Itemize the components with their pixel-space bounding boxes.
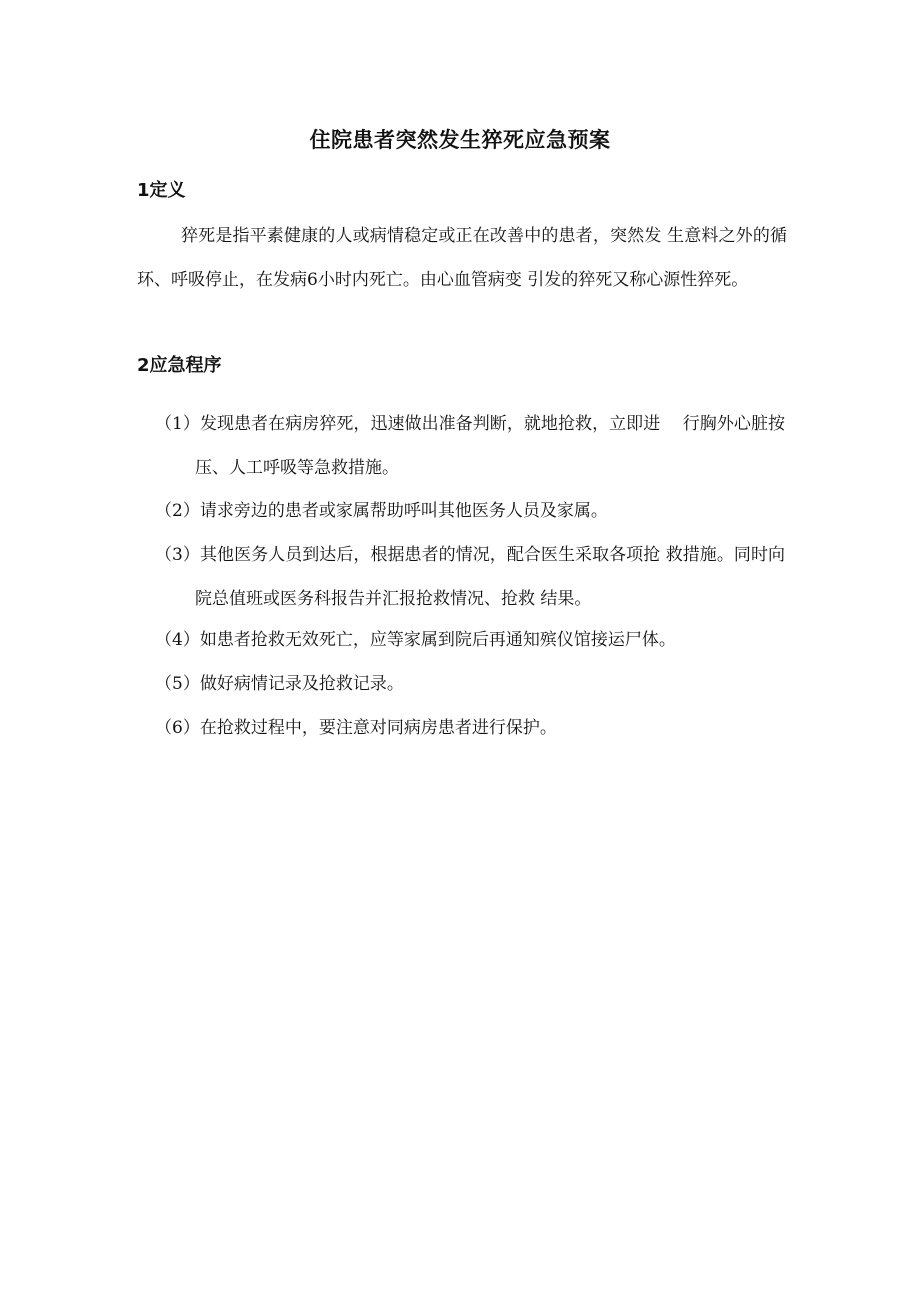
procedure-step-number: （2） bbox=[155, 501, 200, 521]
section-heading-definition: 1定义 bbox=[137, 180, 186, 201]
definition-paragraph: 猝死是指平素健康的人或病情稳定或正在改善中的患者，突然发 生意料之外的循环、呼吸停止，在发病6小时内死亡。由心血管病变 引发的猝死又称心源性猝死。 bbox=[137, 226, 787, 290]
procedure-step-5 bbox=[155, 662, 785, 706]
procedure-step-text: 如患者抢救无效死亡，应等家属到院后再通知殡仪馆接运尸体。 bbox=[199, 630, 676, 650]
procedure-step-text: 请求旁边的患者或家属帮助呼叫其他医务人员及家属。 bbox=[199, 501, 608, 521]
procedure-step-number: （4） bbox=[155, 630, 200, 650]
procedure-step-6 bbox=[155, 706, 785, 750]
section-heading-emergency-procedure: 2应急程序 bbox=[137, 355, 222, 376]
procedure-step-number: （6） bbox=[155, 718, 200, 738]
procedure-step-number: （3） bbox=[155, 545, 200, 565]
procedure-step-2 bbox=[155, 489, 785, 533]
procedure-step-text: 发现患者在病房猝死，迅速做出准备判断，就地抢救，立即进 行胸外心脏按压、人工呼吸等急救措施。 bbox=[195, 414, 785, 478]
procedure-step-text: 其他医务人员到达后，根据患者的情况，配合医生采取各项抢 救措施。同时向院总值班或医务科报告并汇报抢救情况、抢救 结果。 bbox=[195, 545, 785, 609]
procedure-step-1 bbox=[155, 402, 785, 490]
procedure-step-3 bbox=[155, 533, 785, 621]
procedure-step-number: （5） bbox=[155, 674, 200, 694]
procedure-step-4 bbox=[155, 618, 785, 662]
procedure-step-text: 做好病情记录及抢救记录。 bbox=[199, 674, 404, 694]
document-title: 住院患者突然发生猝死应急预案 bbox=[309, 128, 611, 152]
procedure-step-number: （1） bbox=[155, 414, 200, 434]
procedure-step-text: 在抢救过程中，要注意对同病房患者进行保护。 bbox=[199, 718, 557, 738]
